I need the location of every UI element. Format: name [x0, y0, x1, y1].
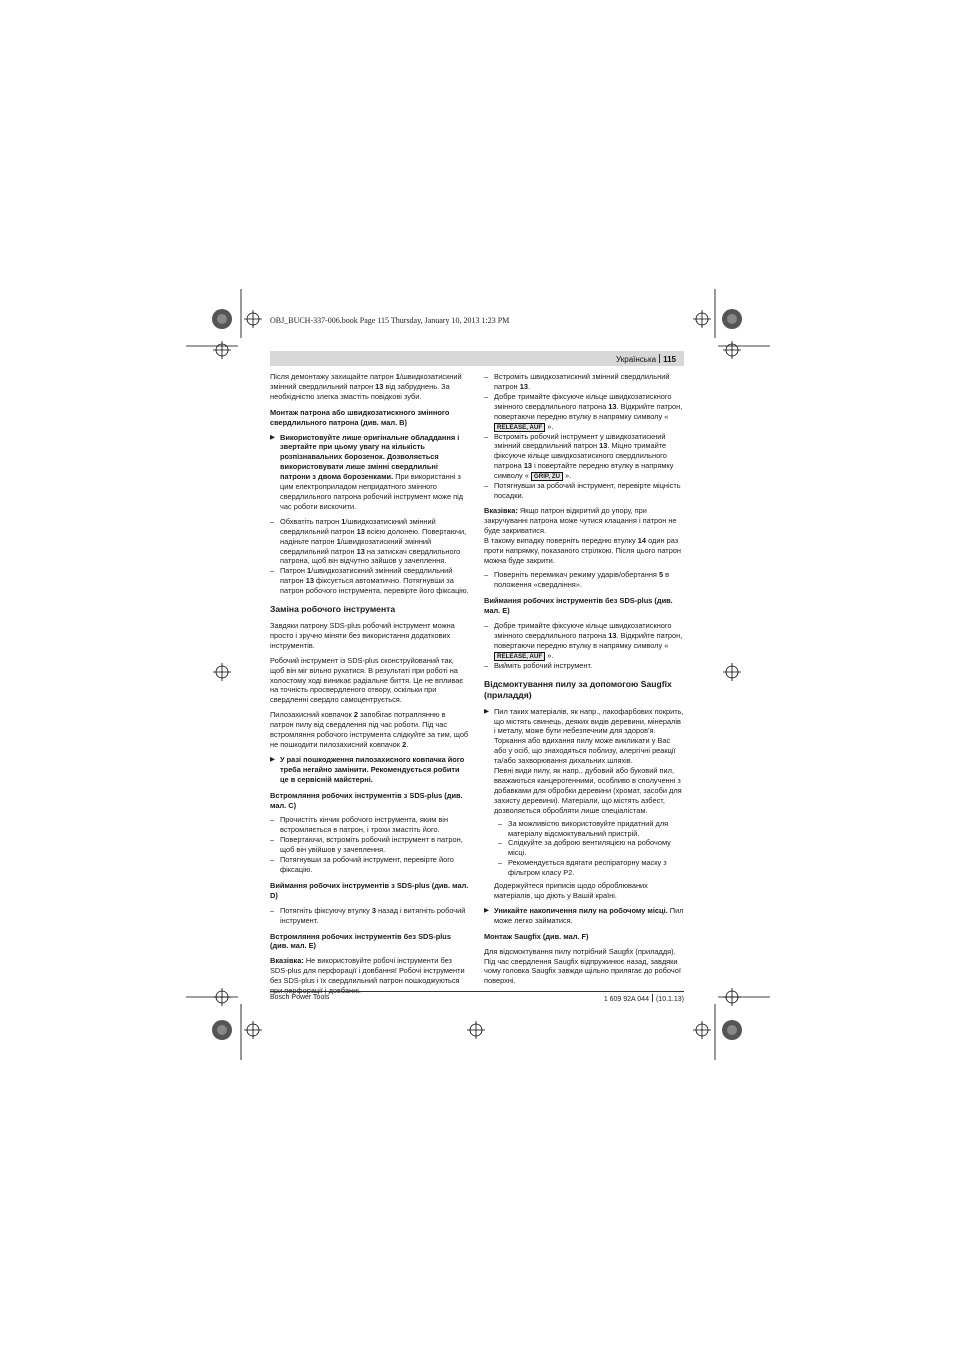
- paragraph-regulations: Додержуйтеся приписів щодо оброблюваних матеріалів, що діють у Вашій країні.: [494, 881, 648, 900]
- step-open-chuck-remove: – Добре тримайте фіксуюче кільце швидкозатискного змінного свердлильного патрона 13. Відкрийте патрон, повертаючи передню втулку в напрямку символу « RELEASE, AUF ».: [484, 621, 684, 661]
- note-no-sds: Вказівка: Не використовуйте робочі інструменти без SDS-plus для перфорації і довбання! Робочі інструменти без SDS-plus і їх свердлильний патрон пошкоджуються: [270, 956, 465, 986]
- gray-target-bottom-left: [212, 1020, 232, 1040]
- crosshair-9: [244, 1021, 262, 1039]
- tip-ventilation: – Слідкуйте за доброю вентиляцією на робочому місці.: [484, 838, 684, 858]
- step-check-seat: – Потягнувши за робочий інструмент, перевірте міцність посадки.: [484, 481, 684, 501]
- step-chuck-locks: – Патрон 1/швидкозатискний змінний свердлильний патрон 13 фіксується автоматично. Потягнувши за патрон робочого інструмента, перевірте його фіксацію.: [270, 566, 470, 596]
- gray-target-top-left: [212, 309, 232, 329]
- release-symbol: RELEASE, AUF: [494, 423, 545, 432]
- step-pull-sleeve: – Потягніть фіксуючу втулку 3 назад і витягніть робочий інструмент.: [270, 906, 470, 926]
- footer-code: 1 609 92A 044 (10.1.13): [603, 996, 684, 1003]
- left-column: [270, 372, 470, 1001]
- crosshair-11: [693, 1021, 711, 1039]
- header-language: Українська: [616, 355, 657, 364]
- paragraph-sds-plus: Завдяки патрону SDS-plus робочий інструмент можна просто і зручно міняти без використання додаткових інструментів.: [270, 621, 455, 650]
- header-separator: [659, 354, 660, 363]
- paragraph-carcinogenic-dust: Певні види пилу, як напр., дубовий або буковий пил, вважаються канцерогенними, особливо в сполученні з добавками для обробки деревини (хромат, засоби для захисту деревини). Матеріали, що містять азбест, дозволяється обробляти лише спеціалістам.: [494, 766, 682, 815]
- step-mode-switch: – Поверніть перемикач режиму ударів/обертання 5 в положення «свердління».: [484, 570, 684, 590]
- crosshair-8: [723, 988, 741, 1006]
- step-remove-tool: – Вийміть робочий інструмент.: [484, 661, 684, 671]
- heading-insert-sds: Встромляння робочих інструментів з SDS-plus (див. мал. C): [270, 790, 463, 810]
- step-insert-chuck: – Встроміть швидкозатискний змінний свердлильний патрон 13.: [484, 372, 684, 392]
- crosshair-6: [723, 663, 741, 681]
- step-clean-tool: – Прочистіть кінчик робочого інструмента, яким він встромляється в патрон, і трохи змастіть його.: [270, 815, 470, 835]
- heading-remove-no-sds: Виймання робочих інструментів без SDS-plus (див. мал. E): [484, 596, 673, 616]
- tip-respirator: – Рекомендується вдягати респіраторну маску з фільтром класу P2.: [484, 858, 684, 878]
- release-symbol-2: RELEASE, AUF: [494, 652, 545, 661]
- grip-symbol: GRIP, ZU: [531, 472, 563, 481]
- step-open-chuck: – Добре тримайте фіксуюче кільце швидкозатискного змінного свердлильного патрона 13. Відкрийте патрон, повертаючи передню втулку в напрямку символу « RELEASE, AUF ».: [484, 392, 684, 432]
- paragraph-dust-cap: Пилозахисний ковпачок 2 запобігає потраплянню в патрон пилу від свердлення під час роботи. Під час встромляння робочого інструмента слідкуйте за тим, щоб не пошкодити пилозахисний ковпачок 2.: [270, 710, 469, 749]
- warning-dust-accumulation: ▶ Уникайте накопичення пилу на робочому місці. Пил може легко займатися.: [484, 906, 684, 926]
- warning-original-accessories: ▶ Використовуйте лише оригінальне обладдання і звертайте при цьому увагу на кількість розпізнавальних борозенок. Дозволяється використовувати лише змінні свердлильні патрони з двома борозенками. При використанні з цим електроприладом непридатного змінного свердлильного патрона робочий інструмент може під час роботи вискочити.: [270, 433, 470, 512]
- paragraph-saugfix: Для відсмоктування пилу потрібний Saugfix (приладдя). Під час свердлення Saugfix відпружинює назад, завдяки чому головка Saugfix завжди щільно прилягає до робочої поверхні.: [484, 946, 681, 986]
- crosshair-3: [213, 341, 231, 359]
- header-text: [616, 354, 676, 364]
- warning-dust-cap: ▶ У разі пошкодження пилозахисного ковпачка його треба негайно замінити. Рекомендується робити це в сервісній майстерні.: [270, 755, 470, 785]
- gray-target-bottom-right: [722, 1020, 742, 1040]
- crosshair-2: [693, 310, 711, 328]
- heading-mount-saugfix: Монтаж Saugfix (див. мал. F): [484, 931, 589, 941]
- heading-insert-no-sds: Встромляння робочих інструментів без SDS-plus (див. мал. E): [270, 931, 451, 951]
- tip-extraction: – За можливістю використовуйте придатний для матеріалу відсмоктувальний пристрій.: [484, 819, 684, 839]
- gray-target-top-right: [722, 309, 742, 329]
- step-grip-chuck: – Обхватіть патрон 1/швидкозатискний змінний свердлильний патрон 13 всією долонею. Повертаючи, надіньте патрон 1/швидкозатискний змінний свердлильний патрон 13 на затискач свердлильного патрона, щоб він відчутно зайшов у зачеплення.: [270, 517, 470, 567]
- heading-saugfix: Відсмоктування пилу за допомогою Saugfix (приладдя): [484, 678, 672, 700]
- crosshair-5: [213, 663, 231, 681]
- page-number: 115: [663, 355, 676, 364]
- step-insert-tool-keyless: – Встроміть робочий інструмент у швидкозатискний змінний свердлильний патрон 13. Міцно тримайте фіксуюче кільце швидкозатискного свердлильного патрона 13 і повертайте передню втулку в напрямку символу « GRIP, ZU ».: [484, 432, 684, 482]
- heading-remove-sds: Виймання робочих інструментів з SDS-plus (див. мал. D): [270, 880, 469, 900]
- warning-dust-health: ▶ Пил таких матеріалів, як напр., лакофарбових покрить, що містять свинець, деяких видів деревини, мінералів і металу, може бути небезпечним для здоров'я. Торкання або вдихання пилу може викликати у Вас або у осіб, що знаходяться поблизу, алергічні реакції та/або захворювання дихальних шляхів.: [484, 707, 684, 766]
- heading-mount-chuck: Монтаж патрона або швидкозатискного змінного свердлильного патрона (див. мал. B): [270, 407, 450, 427]
- paragraph-radial-runout: Робочий інструмент із SDS-plus сконструйований так, щоб він міг вільно рухатися. В результаті при роботі на холостому ході виникає радіальне биття. Це не впливає на точність просвердленого отвору, оскільки при свердленні свердло самоцентрується.: [270, 655, 464, 705]
- page-header: [270, 351, 684, 366]
- crosshair-4: [723, 341, 741, 359]
- crosshair-10: [467, 1021, 485, 1039]
- intro-paragraph: Після демонтажу захищайте патрон 1/швидкозатискний змінний свердлильний патрон 13 від забруднень. За необхідністю злегка змастіть повідкові зуби.: [270, 372, 462, 401]
- heading-tool-change: Заміна робочого інструмента: [270, 604, 396, 615]
- note-turn-sleeve: В такому випадку поверніть передню втулку 14 один раз проти напрямку, показаного стрілкою. Після цього патрон можна буде закрити.: [484, 535, 681, 565]
- step-insert-tool: – Повертаючи, встроміть робочий інструмент в патрон, щоб він увійшов у зачеплення.: [270, 835, 470, 855]
- crosshair-1: [244, 310, 262, 328]
- crosshair-7: [213, 988, 231, 1006]
- footer-rule: [270, 991, 684, 992]
- footer-brand: Bosch Power Tools: [270, 994, 330, 1001]
- right-column: [484, 372, 684, 991]
- book-slug: OBJ_BUCH-337-006.book Page 115 Thursday, January 10, 2013 1:23 PM: [270, 316, 510, 325]
- note-chuck-click: Вказівка: Якщо патрон відкритий до упору, при закручуванні патрона може чутися клацання і патрон не буде закриватися.: [484, 505, 677, 535]
- step-check-tool: – Потягнувши за робочий інструмент, перевірте його фіксацію.: [270, 855, 470, 875]
